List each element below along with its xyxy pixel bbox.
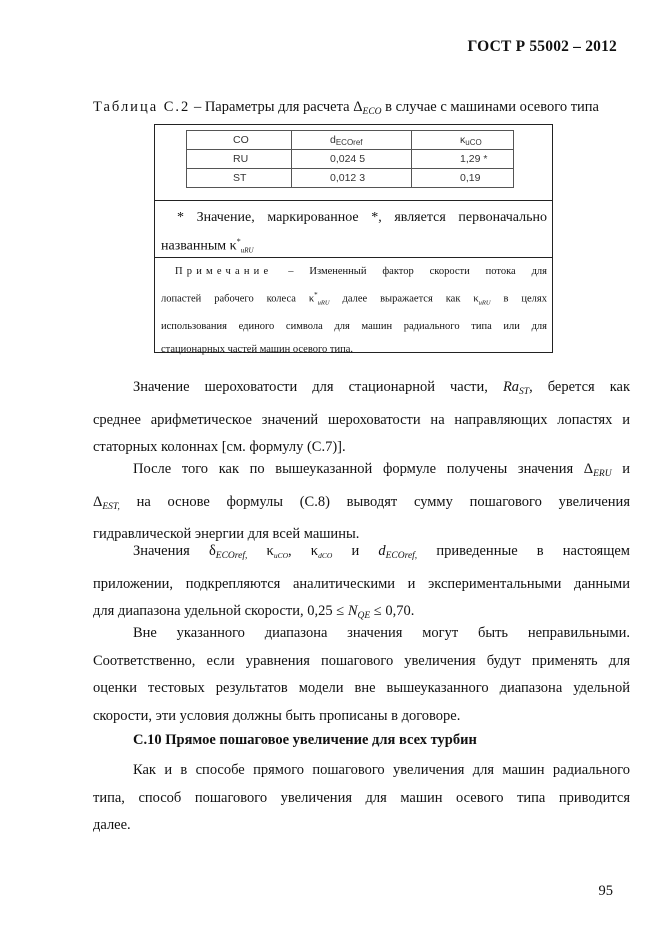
paragraph-range <box>93 620 630 730</box>
table-footnote <box>161 206 547 263</box>
note-line <box>161 284 547 315</box>
note-sub: uRU <box>317 299 330 306</box>
table-note <box>161 260 547 362</box>
paragraph-line: Вне указанного диапазона значения могут быть неправильными. <box>133 625 630 641</box>
subscript: ECOref, <box>385 551 418 561</box>
text: и <box>611 461 630 477</box>
paragraph-direct-stepup <box>93 757 630 840</box>
paragraph-line: Как и в способе прямого пошагового увеличения для машин радиального <box>133 762 630 778</box>
paragraph-line <box>93 374 630 407</box>
paragraph-energy <box>93 456 630 549</box>
footnote-line: * Значение, маркированное *, является первоначально <box>177 210 547 225</box>
symbol: Ra <box>502 379 520 395</box>
note-sub: uRU <box>478 299 491 306</box>
table-cell: 0,024 5 <box>292 150 412 169</box>
table-cell: 1,29 * <box>412 150 514 169</box>
paragraph-line: скорости, эти условия должны быть прописаны в договоре. <box>93 707 461 724</box>
paragraph-line <box>93 538 630 571</box>
note-label: Примечание <box>175 266 273 277</box>
table-header-cell <box>412 131 514 150</box>
paragraph-line: далее. <box>93 817 131 833</box>
text: , κ <box>288 543 319 559</box>
text: на основе формулы (С.8) выводят сумму пошагового увеличения <box>119 493 630 510</box>
header-subscript: ECOref <box>335 137 363 147</box>
paragraph-values <box>93 538 630 631</box>
caption-label: Таблица С.2 <box>93 99 191 115</box>
subscript: ECOref, <box>215 551 248 561</box>
symbol: N <box>347 603 358 619</box>
parameters-table <box>186 130 514 188</box>
subscript: dCO <box>318 551 333 560</box>
subscript: ERU <box>593 469 612 479</box>
table-row <box>187 150 514 169</box>
footnote-sub: uRU <box>240 246 254 255</box>
paragraph-line <box>93 456 630 489</box>
footnote-sup: * <box>236 237 241 246</box>
note-sup: * <box>314 290 318 299</box>
table-header-row <box>187 131 514 150</box>
note-text: в целях <box>490 293 547 304</box>
text: и <box>332 543 379 559</box>
caption-sub: ECO <box>362 107 382 117</box>
text: κ <box>247 543 274 559</box>
section-heading: С.10 Прямое пошаговое увеличение для всех турбин <box>133 732 477 748</box>
paragraph-line: статорных колоннах [см. формулу (С.7)]. <box>93 439 346 455</box>
paragraph-line: гидравлической энергии для всей машины. <box>93 526 360 542</box>
table-header-cell <box>292 131 412 150</box>
note-line: стационарных частей машин осевого типа. <box>161 344 354 355</box>
table-header-cell: CO <box>187 131 292 150</box>
table-row <box>187 169 514 188</box>
note-text: – Измененный фактор скорости потока для <box>272 266 547 277</box>
divider <box>155 257 552 258</box>
note-text: далее выражается как κ <box>329 293 479 304</box>
paragraph-line: Соответственно, если уравнения пошагового увеличения будут применять для <box>93 652 630 669</box>
table-cell: RU <box>187 150 292 169</box>
header-symbol: κ <box>460 133 466 146</box>
text: После того как по вышеуказанной формуле получены значения Δ <box>133 461 594 477</box>
table-caption <box>93 99 599 117</box>
subscript: ST <box>519 387 530 397</box>
paragraph-line: типа, способ пошагового увеличения для машин осевого типа приводится <box>93 789 630 806</box>
paragraph-line: приложении, подкрепляются аналитическими и экспериментальными данными <box>93 575 630 592</box>
paragraph-line <box>93 489 630 522</box>
symbol: d <box>378 543 386 559</box>
table-cell: 0,012 3 <box>292 169 412 188</box>
header-subscript: uCO <box>465 137 482 147</box>
note-line: использования единого символа для машин радиального типа или для <box>161 320 547 332</box>
subscript: EST, <box>102 501 120 512</box>
footnote-text: названным κ <box>161 238 237 254</box>
table-frame <box>154 124 553 353</box>
header-symbol: d <box>330 133 336 146</box>
page-number: 95 <box>598 883 613 899</box>
paragraph-line: среднее арифметическое значений шероховатости на направляющих лопастях и <box>93 411 630 428</box>
note-line <box>161 260 547 284</box>
table-cell: ST <box>187 169 292 188</box>
paragraph-line: оценки тестовых результатов модели вне вышеуказанного диапазона удельной <box>93 680 630 696</box>
caption-text-before: – Параметры для расчета Δ <box>190 99 363 115</box>
document-header: ГОСТ Р 55002 – 2012 <box>467 38 617 55</box>
text: ≤ 0,70. <box>370 603 415 619</box>
subscript: QE <box>357 611 371 621</box>
text: Значения δ <box>133 543 216 559</box>
paragraph-roughness <box>93 374 630 462</box>
text: Δ <box>93 493 103 510</box>
subscript: uCO <box>273 551 289 560</box>
text: , берется как <box>529 379 631 395</box>
note-text: лопастей рабочего колеса κ <box>161 293 315 304</box>
text: приведенные в настоящем <box>417 543 630 559</box>
caption-text-after: в случае с машинами осевого типа <box>381 99 599 115</box>
text: для диапазона удельной скорости, 0,25 ≤ <box>93 603 348 619</box>
text: Значение шероховатости для стационарной части, <box>133 379 503 395</box>
table-cell: 0,19 <box>412 169 514 188</box>
divider <box>155 200 552 201</box>
